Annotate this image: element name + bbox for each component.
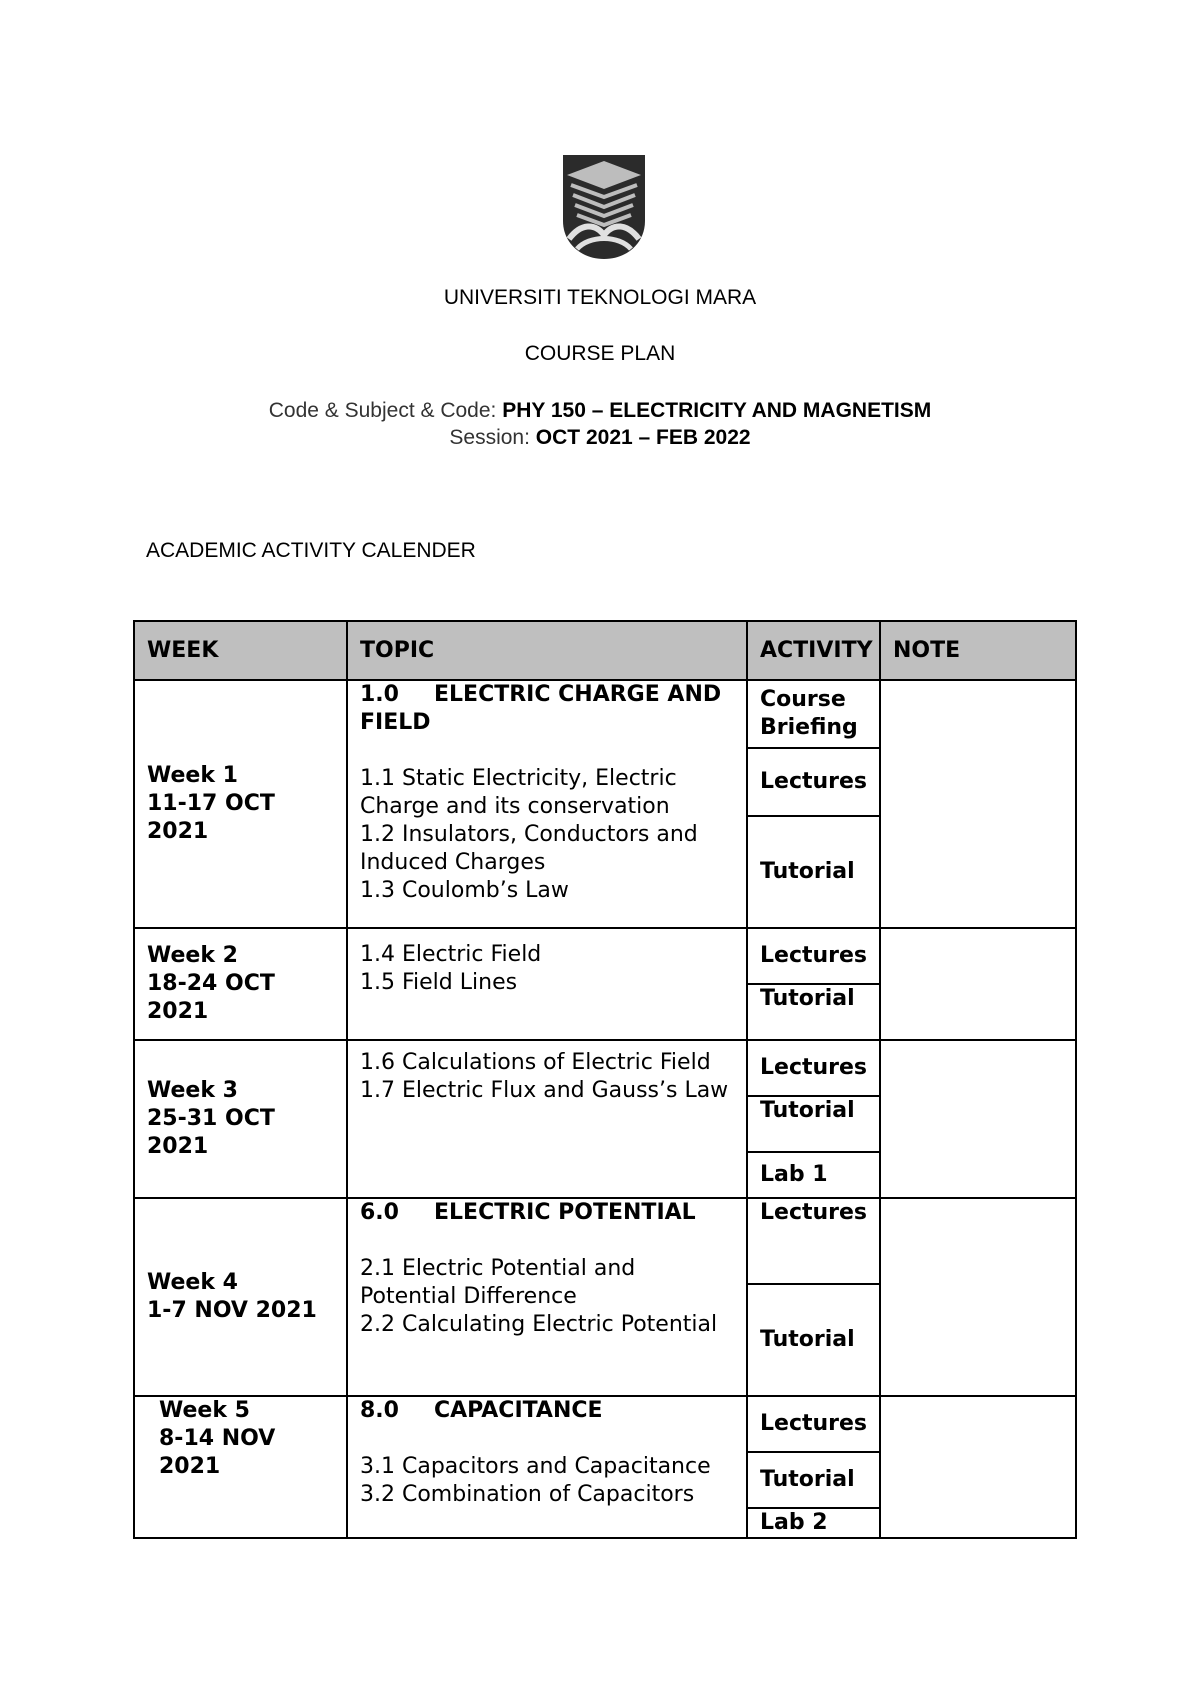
topic-number: 6.0 — [360, 1200, 399, 1225]
activity-cell: Tutorial — [747, 1096, 880, 1152]
session-label: Session: — [449, 426, 530, 449]
topic-cell — [347, 1396, 747, 1538]
subject-label: Code & Subject & Code: — [268, 399, 497, 422]
topic-item: 3.2 Combination of Capacitors — [360, 1482, 695, 1507]
note-cell — [880, 1396, 1076, 1538]
topic-number: 1.0 — [360, 682, 399, 707]
header-note: NOTE — [880, 621, 1076, 680]
activity-cell: Tutorial — [747, 816, 880, 928]
topic-number: 8.0 — [360, 1398, 399, 1423]
topic-item: 1.7 Electric Flux and Gauss’s Law — [360, 1078, 729, 1103]
note-cell — [880, 928, 1076, 1040]
header-week: WEEK — [134, 621, 347, 680]
university-logo — [561, 155, 647, 259]
topic-heading — [360, 681, 734, 737]
week-cell — [134, 1198, 347, 1396]
week-dates: 11-17 OCT 2021 — [147, 791, 275, 844]
week-label: Week 1 — [147, 763, 238, 788]
activity-cell: Lab 1 — [747, 1152, 880, 1198]
week-label: Week 5 — [159, 1398, 250, 1423]
header-activity: ACTIVITY — [747, 621, 880, 680]
topic-cell — [347, 1198, 747, 1396]
topic-item: 1.5 Field Lines — [360, 970, 518, 995]
activity-cell: Tutorial — [747, 1452, 880, 1508]
week-label: Week 2 — [147, 943, 238, 968]
activity-calendar-table — [133, 620, 1077, 1539]
activity-cell: Lectures — [747, 1396, 880, 1452]
week-dates: 25-31 OCT 2021 — [147, 1106, 275, 1159]
topic-cell — [347, 680, 747, 928]
table-row — [134, 680, 1076, 748]
session-value: OCT 2021 – FEB 2022 — [535, 426, 751, 449]
header-topic: TOPIC — [347, 621, 747, 680]
activity-cell: Tutorial — [747, 984, 880, 1040]
activity-cell: Lectures — [747, 1198, 880, 1284]
activity-cell: Tutorial — [747, 1284, 880, 1396]
topic-heading — [360, 1199, 734, 1227]
week-dates: 1-7 NOV 2021 — [147, 1298, 317, 1323]
topic-heading-title: ELECTRIC POTENTIAL — [434, 1200, 696, 1225]
topic-item: 1.3 Coulomb’s Law — [360, 878, 569, 903]
topic-item: 3.1 Capacitors and Capacitance — [360, 1454, 711, 1479]
note-cell — [880, 1040, 1076, 1198]
week-cell — [134, 680, 347, 928]
topic-item: 1.2 Insulators, Conductors and Induced Charges — [360, 822, 698, 875]
table-row — [134, 928, 1076, 984]
week-label: Week 4 — [147, 1270, 238, 1295]
note-cell — [880, 1198, 1076, 1396]
activity-cell: Course Briefing — [747, 680, 880, 748]
subject-line — [0, 398, 1200, 424]
subject-value: PHY 150 – ELECTRICITY AND MAGNETISM — [502, 399, 932, 422]
activity-cell: Lectures — [747, 1040, 880, 1096]
week-dates: 8-14 NOV 2021 — [159, 1426, 276, 1479]
topic-heading — [360, 1397, 734, 1425]
university-name: UNIVERSITI TEKNOLOGI MARA — [443, 286, 757, 309]
topic-item: 2.1 Electric Potential and Potential Difference — [360, 1256, 636, 1309]
topic-heading-title: CAPACITANCE — [434, 1398, 603, 1423]
session-line — [0, 425, 1200, 451]
activity-cell: Lectures — [747, 748, 880, 816]
table-header-row — [134, 621, 1076, 680]
week-cell — [134, 1040, 347, 1198]
table-row — [134, 1198, 1076, 1284]
topic-item: 1.4 Electric Field — [360, 942, 542, 967]
activity-cell: Lectures — [747, 928, 880, 984]
note-cell — [880, 680, 1076, 928]
topic-heading-title: ELECTRIC CHARGE AND FIELD — [360, 682, 722, 735]
table-row — [134, 1396, 1076, 1452]
topic-item: 1.6 Calculations of Electric Field — [360, 1050, 711, 1075]
activity-cell: Lab 2 — [747, 1508, 880, 1538]
document-title: COURSE PLAN — [524, 342, 676, 365]
week-cell — [134, 928, 347, 1040]
topic-cell — [347, 928, 747, 1040]
section-title: ACADEMIC ACTIVITY CALENDER — [146, 539, 476, 562]
topic-cell — [347, 1040, 747, 1198]
week-dates: 18-24 OCT 2021 — [147, 971, 275, 1024]
topic-item: 1.1 Static Electricity, Electric Charge and its conservation — [360, 766, 677, 819]
week-label: Week 3 — [147, 1078, 238, 1103]
table-row — [134, 1040, 1076, 1096]
week-cell — [134, 1396, 347, 1538]
topic-item: 2.2 Calculating Electric Potential — [360, 1312, 718, 1337]
